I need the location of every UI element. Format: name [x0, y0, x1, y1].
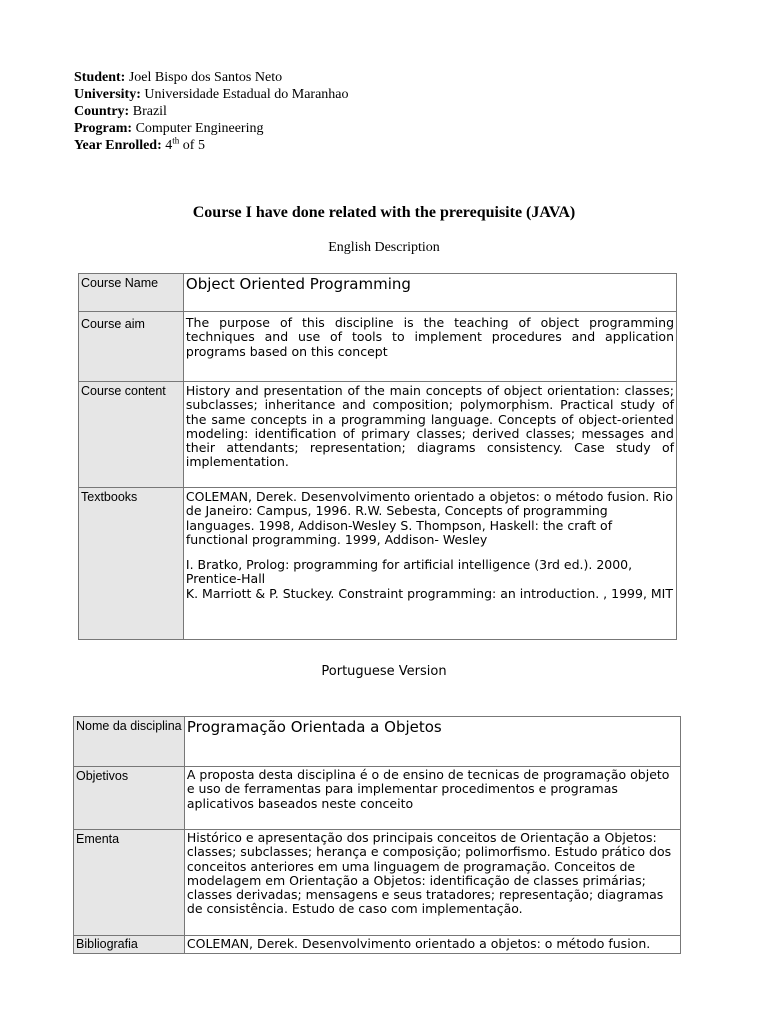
bibliografia-value: COLEMAN, Derek. Desenvolvimento orientado a objetos: o método fusion.	[184, 936, 680, 954]
year-number: 4	[165, 138, 173, 153]
program-value: Computer Engineering	[135, 121, 264, 136]
course-aim-value: The purpose of this discipline is the teaching of object programming techniques and use of tools to implement procedures and application programs based on this concept	[183, 312, 676, 382]
table-row	[74, 936, 681, 954]
year-rest: of 5	[182, 138, 205, 153]
english-course-table	[78, 273, 677, 640]
portuguese-course-table	[73, 716, 681, 954]
nome-disciplina-label: Nome da disciplina	[74, 717, 185, 767]
table-row	[79, 488, 677, 640]
student-info	[74, 69, 349, 154]
ementa-label: Ementa	[74, 830, 185, 936]
textbooks-value	[183, 488, 676, 640]
nome-disciplina-value: Programação Orientada a Objetos	[184, 717, 680, 767]
table-row	[74, 717, 681, 767]
university-label: University:	[74, 87, 141, 102]
country-label: Country:	[74, 104, 130, 119]
course-content-label: Course content	[79, 382, 184, 488]
student-row	[74, 69, 349, 86]
textbooks-label: Textbooks	[79, 488, 184, 640]
year-row	[74, 137, 349, 154]
country-row	[74, 103, 349, 120]
student-value: Joel Bispo dos Santos Neto	[128, 70, 283, 85]
portuguese-section-title: Portuguese Version	[321, 664, 447, 679]
table-row	[79, 312, 677, 382]
english-section-title: English Description	[328, 240, 440, 255]
program-row	[74, 120, 349, 137]
course-aim-label: Course aim	[79, 312, 184, 382]
objetivos-value: A proposta desta disciplina é o de ensino de tecnicas de programação objeto e uso de ferramentas para implementar procedimentos e programas aplicativos baseados neste conceito	[184, 767, 680, 830]
textbook-paragraph: I. Bratko, Prolog: programming for artificial intelligence (3rd ed.). 2000, Prentice-Hall	[185, 557, 633, 587]
table-row	[79, 274, 677, 312]
textbook-paragraph: COLEMAN, Derek. Desenvolvimento orientado a objetos: o método fusion. Rio de Janeiro: Campus, 1996. R.W. Sebesta, Concepts of programming languages. 1998, Addison-Wesley S. Thompson, Haskell: the craft of functional programming. 1999, Addison- Wesley	[185, 489, 673, 547]
textbook-paragraph: K. Marriott & P. Stuckey. Constraint programming: an introduction. , 1999, MIT	[185, 585, 673, 601]
course-name-label: Course Name	[79, 274, 184, 312]
program-label: Program:	[74, 121, 133, 136]
bibliografia-label: Bibliografia	[74, 936, 185, 954]
year-suffix: th	[172, 135, 180, 146]
year-label: Year Enrolled:	[74, 138, 162, 153]
table-row	[74, 767, 681, 830]
university-value: Universidade Estadual do Maranhao	[144, 87, 349, 102]
country-value: Brazil	[132, 104, 167, 119]
student-label: Student:	[74, 70, 126, 85]
table-row	[79, 382, 677, 488]
objetivos-label: Objetivos	[74, 767, 185, 830]
course-name-value: Object Oriented Programming	[183, 274, 676, 312]
course-content-value: History and presentation of the main concepts of object orientation: classes; subclasses; inheritance and composition; polymorphism. Practical study of the same concepts in a programming language. Concepts of object-oriented modeling: identification of primary classes; derived classes; messages and their attendants; representation; diagrams consistency. Case study of implementation.	[183, 382, 676, 488]
table-row	[74, 830, 681, 936]
university-row	[74, 86, 349, 103]
ementa-value: Histórico e apresentação dos principais conceitos de Orientação a Objetos: classes; subclasses; herança e composição; polimorfismo. Estudo prático dos conceitos anteriores em uma linguagem de programação. Conceitos de modelagem em Orientação a Objetos: identificação de classes primárias; classes derivadas; mensagens e seus tratadores; representação; diagramas de consistência. Estudo de caso com implementação.	[184, 830, 680, 936]
page-heading: Course I have done related with the prerequisite (JAVA)	[192, 204, 576, 221]
